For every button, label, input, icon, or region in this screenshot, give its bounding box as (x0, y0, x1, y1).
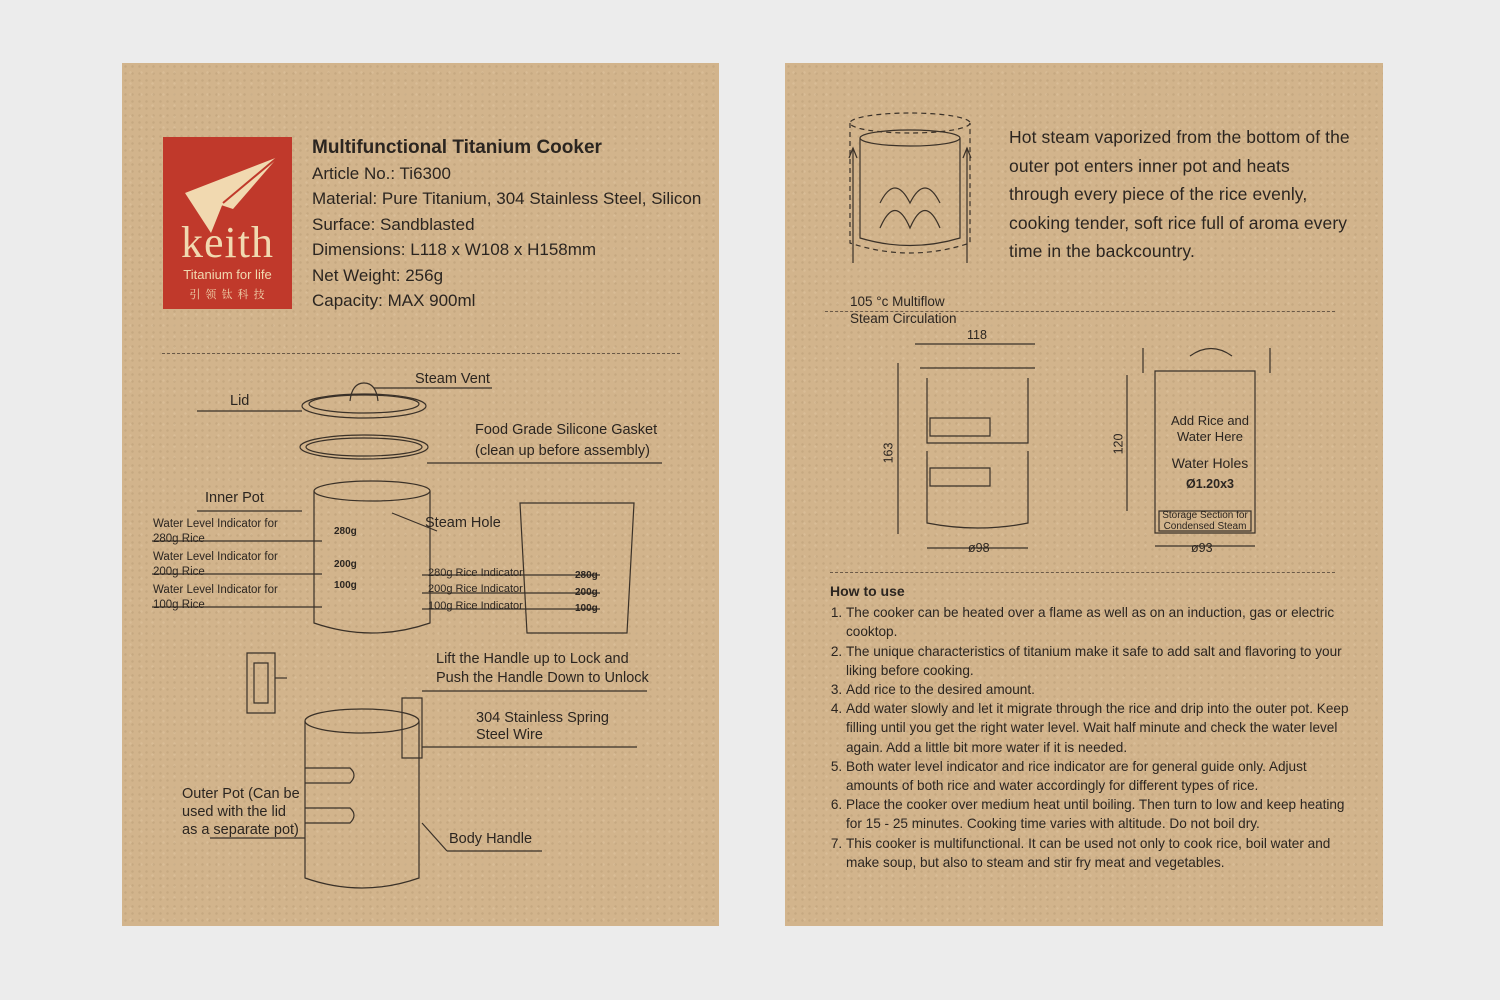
capacity: Capacity: MAX 900ml (312, 291, 476, 310)
tick-100: 100g (575, 603, 598, 614)
pot-mark-200: 200g (334, 559, 357, 570)
label-wl-280: Water Level Indicator for 280g Rice (153, 518, 278, 545)
step: 3. Add rice to the desired amount. (846, 680, 1350, 699)
product-title: Multifunctional Titanium Cooker (312, 137, 602, 158)
dim-height-120: 120 (1111, 433, 1126, 455)
label-body-handle: Body Handle (449, 831, 533, 847)
step: 6. Place the cooker over medium heat until boiling. Then turn to low and keep heating for 15 - 25 minutes. Cooking time varies with altitude. Do not boil dry. (846, 795, 1350, 833)
label-rice-280: 280g Rice Indicator (428, 567, 523, 579)
article-number: Article No.: Ti6300 (312, 163, 451, 183)
step: 1. The cooker can be heated over a flame as well as on an induction, gas or electric cooktop. (846, 603, 1350, 641)
step: 5. Both water level indicator and rice indicator are for general guide only. Adjust amounts of both rice and water accordingly for different types of rice. (846, 757, 1350, 795)
spec-card-right (785, 63, 1383, 926)
step: 2. The unique characteristics of titanium make it safe to add salt and flavoring to your liking before cooking. (846, 642, 1350, 680)
label-handle-lock: Lift the Handle up to Lock and Push the Handle Down to Unlock (436, 651, 649, 686)
label-add-rice: Add Rice and Water Here (1170, 413, 1250, 444)
label-rice-100: 100g Rice Indicator (428, 600, 523, 612)
spec-card-left (122, 63, 719, 926)
pot-mark-100: 100g (334, 580, 357, 591)
tick-200: 200g (575, 587, 598, 598)
dim-dia-98: ø98 (968, 541, 990, 555)
label-wl-100: Water Level Indicator for 100g Rice (153, 584, 278, 611)
logo-chinese: 引 领 钛 科 技 (189, 289, 266, 301)
dimensions: Dimensions: L118 x W108 x H158mm (312, 240, 597, 259)
net-weight: Net Weight: 256g (312, 265, 444, 285)
how-to-title: How to use (830, 583, 905, 599)
how-to-use (830, 582, 1350, 872)
label-wl-200: Water Level Indicator for 200g Rice (153, 551, 278, 578)
material: Material: Pure Titanium, 304 Stainless Steel, Silicon (312, 189, 702, 208)
dim-width-118: 118 (967, 328, 987, 342)
step: 4. Add water slowly and let it migrate through the rice and drip into the outer pot. Keep filling until you get the right water level. Wait half minute and check the water level again. Add a little bit more water if it is needed. (846, 699, 1350, 757)
divider-top (825, 311, 1335, 312)
label-gasket-1: Food Grade Silicone Gasket (475, 422, 658, 438)
step: 7. This cooker is multifunctional. It can be used not only to cook rice, boil water and make soup, but also to steam and stir fry meat and vegetables. (846, 834, 1350, 872)
pot-mark-280: 280g (334, 526, 357, 537)
logo-tagline: Titanium for life (183, 267, 272, 282)
steam-caption: 105 °c Multiflow Steam Circulation (850, 294, 957, 326)
dim-height-163: 163 (881, 442, 896, 464)
dim-dia-93: ø93 (1191, 541, 1213, 555)
divider-bottom (830, 572, 1335, 573)
how-to-steps (830, 603, 1350, 872)
label-gasket-2: (clean up before assembly) (475, 443, 650, 459)
surface: Surface: Sandblasted (312, 214, 475, 234)
steam-description: Hot steam vaporized from the bottom of the outer pot enters inner pot and heats through every piece of the rice evenly, cooking tender, soft rice full of aroma every time in the backcountry. (1009, 127, 1350, 261)
label-storage: Storage Section for Condensed Steam (1162, 510, 1248, 532)
label-outer-pot: Outer Pot (Can be used with the lid as a separate pot) (182, 786, 300, 838)
label-holes-spec: Ø1.20x3 (1186, 477, 1234, 491)
label-steam-hole: Steam Hole (425, 515, 501, 531)
label-inner-pot: Inner Pot (205, 490, 264, 506)
label-water-holes: Water Holes (1171, 455, 1249, 471)
label-lid: Lid (230, 393, 250, 409)
tick-280: 280g (575, 570, 598, 581)
label-steam-vent: Steam Vent (415, 371, 490, 387)
logo-brand: keith (181, 218, 274, 267)
label-spring-wire: 304 Stainless Spring Steel Wire (476, 710, 609, 743)
label-rice-200: 200g Rice Indicator (428, 583, 523, 595)
